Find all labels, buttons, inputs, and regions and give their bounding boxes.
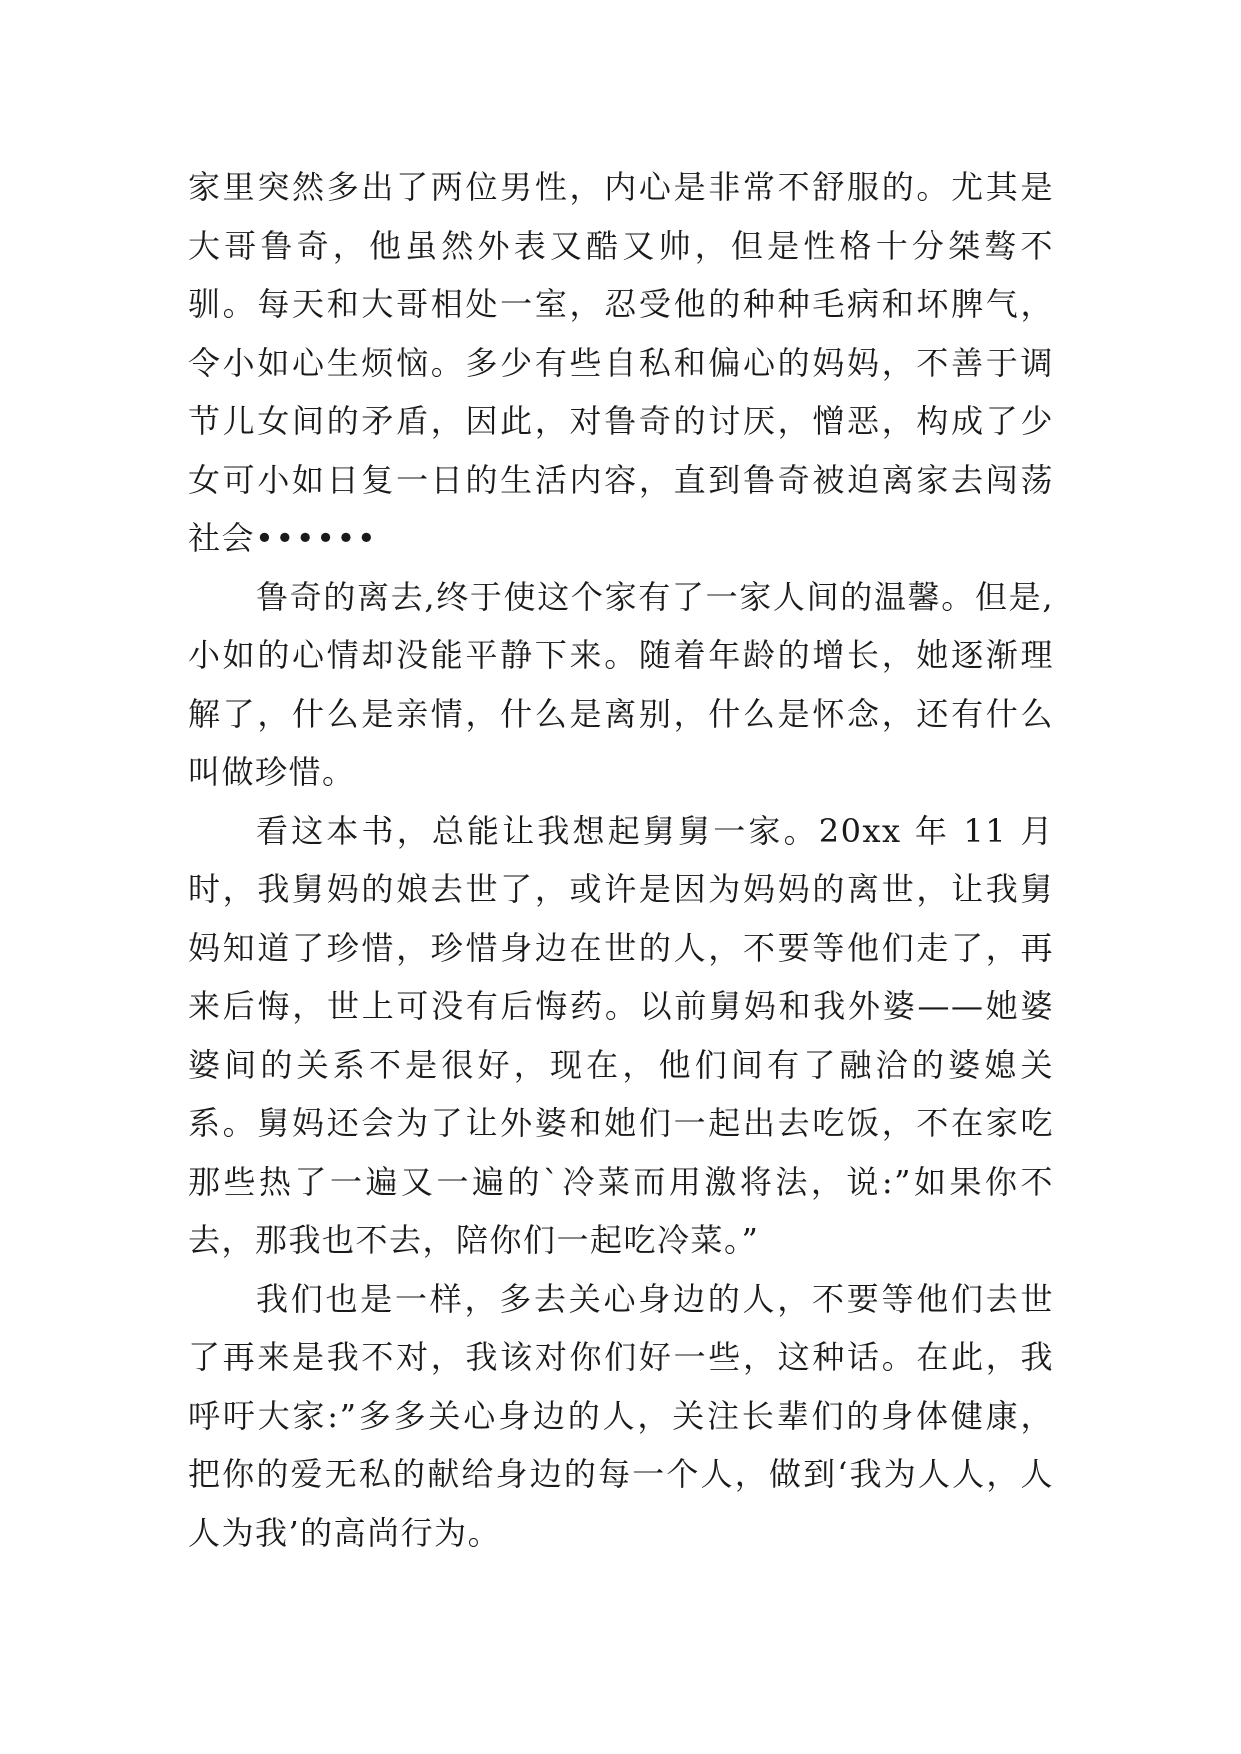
paragraph-1: 家里突然多出了两位男性，内心是非常不舒服的。尤其是大哥鲁奇，他虽然外表又酷又帅，但是性格十分桀骜不驯。每天和大哥相处一室，忍受他的种种毛病和坏脾气，令小如心生烦恼。多少有些自私和偏心的妈妈，不善于调节儿女间的矛盾，因此，对鲁奇的讨厌，憎恶，构成了少女可小如日复一日的生活内容，直到鲁奇被迫离家去闯荡社会•••••• [188, 168, 1054, 557]
paragraph-4: 我们也是一样，多去关心身边的人，不要等他们去世了再来是我不对，我该对你们好一些，这种话。在此，我呼吁大家:”多多关心身边的人，关注长辈们的身体健康，把你的爱无私的献给身边的每一个人，做到‘我为人人，人人为我’的高尚行为。 [188, 1279, 1054, 1552]
body-text [188, 158, 1054, 1562]
paragraph-3: 看这本书，总能让我想起舅舅一家。20xx 年 11 月时，我舅妈的娘去世了，或许是因为妈妈的离世，让我舅妈知道了珍惜，珍惜身边在世的人，不要等他们走了，再来后悔，世上可没有后悔药。以前舅妈和我外婆——她婆婆间的关系不是很好，现在，他们间有了融洽的婆媳关系。舅妈还会为了让外婆和她们一起出去吃饭，不在家吃那些热了一遍又一遍的`冷菜而用激将法，说:”如果你不去，那我也不去，陪你们一起吃冷菜。” [188, 811, 1054, 1259]
paragraph-2: 鲁奇的离去,终于使这个家有了一家人间的温馨。但是,小如的心情却没能平静下来。随着年龄的增长，她逐渐理解了，什么是亲情，什么是离别，什么是怀念，还有什么叫做珍惜。 [188, 577, 1054, 791]
